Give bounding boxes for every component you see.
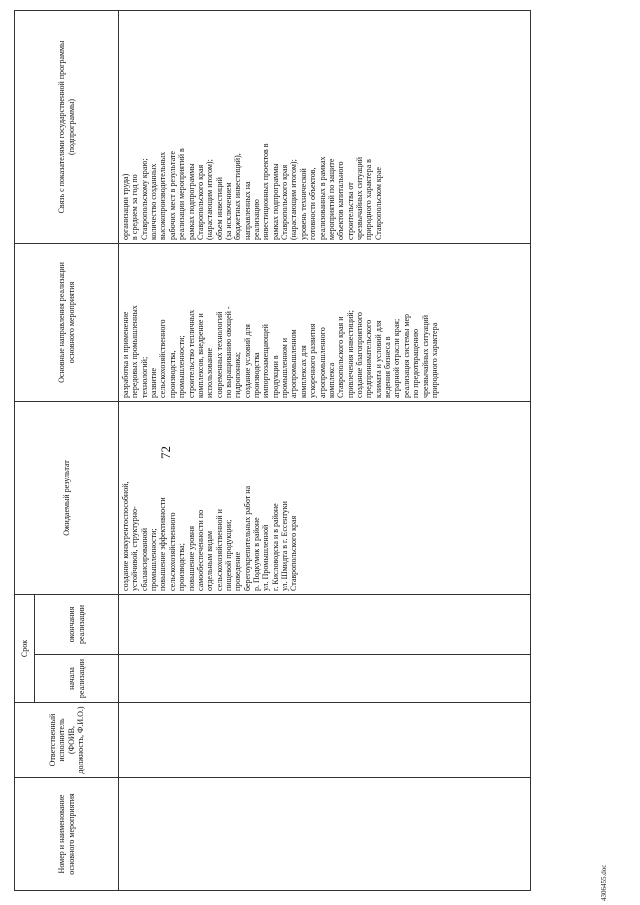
text-line: объем инвестиций — [214, 177, 224, 240]
header-measure-name: Номер и наименование основного мероприятия — [15, 778, 119, 891]
text-line: гидропоника; — [233, 351, 243, 398]
text-line: производства, — [167, 350, 177, 398]
text-line: агропромышленного — [317, 327, 327, 398]
text-line: реализованных в рамках — [317, 156, 327, 240]
cell-end — [119, 594, 531, 654]
text-line: готовности объектов, — [308, 167, 318, 240]
text-line: разработка и применение — [121, 311, 130, 398]
text-line: (за исключением — [223, 182, 233, 240]
text-line: природного характера — [429, 322, 439, 398]
text-line: строительства от — [345, 182, 355, 240]
text-line: уровень технической — [298, 168, 308, 240]
text-line: рабочих мест в результате — [167, 151, 177, 240]
header-program-link: Связь с показателями государственной программы (подпрограммы) — [15, 10, 119, 243]
cell-measure-name — [119, 778, 531, 891]
text-line: производства; — [177, 543, 187, 591]
text-line: отдельным видам — [205, 530, 215, 591]
page-number: 72 — [158, 446, 173, 459]
text-line: строительство тепличных — [186, 309, 196, 398]
text-line: реализации мероприятий в — [177, 148, 187, 240]
text-line: берегоукрепительных работ на — [242, 485, 252, 591]
document-filename: 4306455.doc — [600, 864, 608, 901]
cell-expected-result — [119, 401, 531, 594]
text-line: количество созданных — [149, 163, 159, 240]
text-line: продукции в — [270, 355, 280, 398]
text-line: создание благоприятного — [354, 312, 364, 398]
header-executor: Ответственный исполнитель (ФОИВ, должность, Ф.И.О.) — [15, 703, 119, 778]
text-line: современных технологий — [214, 311, 224, 398]
header-directions: Основные направления реализации основного мероприятия — [15, 243, 119, 401]
text-line: устойчивой, структурно- — [130, 506, 140, 591]
text-line: бюджетных инвестиций), — [233, 153, 243, 240]
text-line: инвестиционных проектов в — [261, 143, 271, 240]
text-line: предпринимательского — [364, 319, 374, 398]
text-line: агропромышленном — [289, 329, 299, 398]
text-line: сельскохозяйственного — [158, 319, 168, 398]
text-line: проведение — [233, 551, 243, 591]
text-line: производства — [252, 352, 262, 398]
text-line: Ставропольского края и — [336, 316, 346, 398]
text-line: организации труда) — [121, 173, 130, 240]
text-line: использование — [205, 347, 215, 398]
text-line: направленных на — [242, 181, 252, 240]
text-line: импортозамещающей — [261, 324, 271, 398]
text-line: ул. Шмидта в г. Ессентуки — [280, 501, 290, 591]
text-line: по предотвращению — [411, 328, 421, 398]
text-line: ускоренного развития — [308, 323, 318, 398]
text-line: по выращиванию овощей - — [223, 306, 233, 398]
cell-program-link — [119, 10, 531, 243]
text-line: высокопроизводительных — [158, 151, 168, 240]
header-term: Срок — [15, 594, 35, 702]
text-line: комплексов, внедрение и — [195, 313, 205, 398]
text-line: пищевой продукции; — [223, 519, 233, 591]
cell-directions — [119, 243, 531, 401]
text-line: ул. Промышленной — [261, 524, 271, 591]
text-line: г. Кисловодска и в районе — [270, 503, 280, 591]
text-line: ведения бизнеса в — [383, 336, 393, 398]
measures-table — [14, 10, 531, 891]
text-line: климата и условий для — [373, 320, 383, 398]
header-end: окончания реализации — [35, 594, 119, 654]
text-line: повышение уровня — [186, 525, 196, 591]
text-line: сбалансированной — [139, 527, 149, 591]
text-line: реализация системы мер — [401, 314, 411, 398]
text-line: Ставропольского края — [195, 164, 205, 240]
text-line: повышение эффективности — [158, 497, 168, 591]
text-line: создание условий для — [242, 324, 252, 398]
header-start: начала реализации — [35, 655, 119, 703]
text-line: передовых промышленных — [130, 305, 140, 398]
text-line: промышленном и — [280, 337, 290, 398]
text-line: сельскохозяйственной и — [214, 509, 224, 591]
header-expected-result: Ожидаемый результат — [15, 401, 119, 594]
text-line: комплексах для — [298, 345, 308, 398]
cell-start — [119, 655, 531, 703]
text-line: объектов капитального — [336, 161, 346, 240]
text-line: р. Подкумок в районе — [252, 517, 262, 591]
text-line: реализацию — [252, 199, 262, 240]
text-line: промышленности; — [149, 528, 159, 591]
text-line: мероприятий по защите — [326, 158, 336, 240]
text-line: сельскохозяйственного — [167, 512, 177, 591]
text-line: комплекса — [326, 362, 336, 398]
text-line: Ставропольского края — [280, 164, 290, 240]
text-line: (нарастающим итогом); — [205, 159, 215, 240]
text-line: природного характера в — [364, 159, 374, 240]
header-row-1 — [15, 10, 35, 890]
text-line: чрезвычайных ситуаций — [420, 314, 430, 398]
text-line: привлечения инвестиций; — [345, 310, 355, 398]
text-line: Ставропольскому краю; — [139, 158, 149, 240]
text-line: Ставропольского края — [289, 515, 299, 591]
text-line: (нарастающим итогом); — [289, 159, 299, 240]
text-line: промышленности; — [177, 335, 187, 398]
text-line: рамках подпрограммы — [270, 163, 280, 240]
text-line: чрезвычайных ситуаций — [354, 156, 364, 240]
text-line: аграрной отрасли края; — [392, 318, 402, 398]
text-line: создание конкурентоспособной, — [121, 481, 130, 591]
text-line: Ставропольском крае — [373, 167, 383, 240]
cell-executor — [119, 703, 531, 778]
text-line: технологий; — [139, 356, 149, 398]
text-line: рамках подпрограммы — [186, 163, 196, 240]
text-line: развитие — [149, 367, 159, 398]
text-line: в среднем за год по — [130, 174, 140, 240]
table-row — [119, 10, 531, 890]
text-line: самообеспеченности по — [195, 509, 205, 591]
